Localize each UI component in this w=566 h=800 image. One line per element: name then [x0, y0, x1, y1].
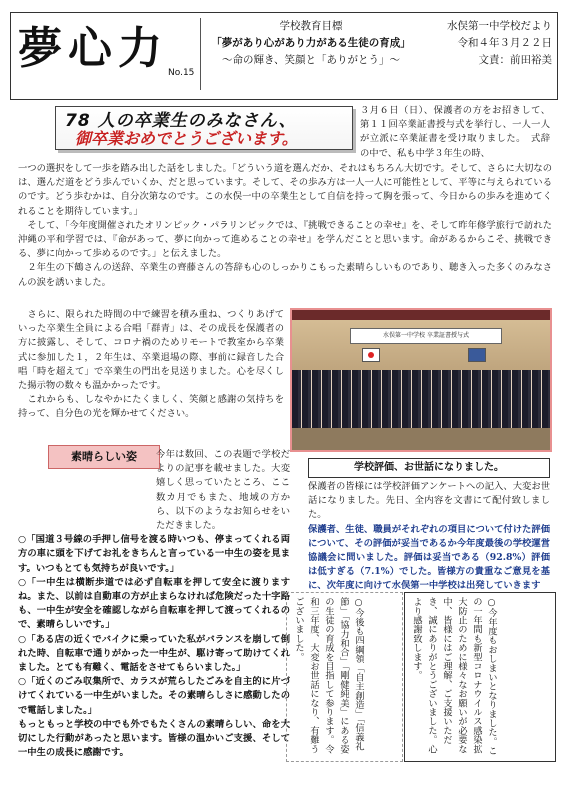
article-intro	[360, 104, 550, 161]
survey-p2: 保護者、生徒、職員がそれぞれの項目について付けた評価について、その評価が妥当であるか今年度最後の学校運営協議会に問いました。評価は妥当である（92.8%）評価は低すぎる（7.1%）でした。皆様方の貴重なご意見を基に、次年度に向けて水俣第一中学校は出発していきます	[308, 523, 550, 592]
issue-date: 令和４年３月２２日	[457, 37, 552, 49]
newsletter-title: 夢心力	[18, 23, 168, 74]
goal-sub: ～命の輝き、笑顔と「ありがとう」～	[221, 54, 401, 66]
vertical-right-text: ○今年度もおしまいとなりました。この一年間も新型コロナウイルス感染拡大防止のために様々なお願いが必要な中、皆様にはご理解、ご支援いただき、誠にありがとうございました。心より感謝致します。	[411, 597, 497, 756]
vertical-left-text: ○今後も四綱領「自主創造」「信義礼節」「協力和合」「剛健純美」にある姿の生徒の育成を目指して参ります。令和三年度、大変お世話になり、有難うございました。	[293, 597, 364, 754]
school-info	[420, 18, 552, 92]
article-p2: そして、「今年度開催されたオリンピック・パラリンピックでは、『挑戦できることの幸せ』を、そして昨年修学旅行で訪れた沖縄の平和学習では、『命があって、夢に向かって進めることの幸せ』を学んだことと思います。命があるからこそ、挑戦できる、夢に向かって歩めるのです。」と伝えました。	[18, 219, 552, 260]
survey-body	[308, 480, 550, 594]
city-flag-icon	[468, 348, 486, 362]
section2-intro: 今年は数回、この表題で学校だよりの記事を載せました。大変嬉しく思っていたところ、ここ数カ月でもまた、地域の方から、以下のようなお知らせをいただきました。	[156, 449, 290, 532]
vertical-right-box	[404, 592, 556, 762]
section2-outro: もっともっと学校の中でも外でもたくさんの素晴らしい、命を大切にした行動があったと思います。皆様の温かいご支援、そして一中生の成長に感謝です。	[18, 718, 290, 759]
section-tag: 素晴らしい姿	[48, 445, 160, 469]
intro-text: ３月６日（日）、保護者の方をお招きして、第１１回卒業証書授与式を挙行し、一人一人が立派に卒業証書を受け取りました。 式辞の中で、私も中学３年生の時、	[360, 105, 550, 159]
report-item: ○「国道３号線の手押し信号を渡る時いつも、停まってくれる両方の車に頭を下げてお礼をきちんと言っている一中生の姿を見ます。いつもとても気持ちが良いです。」	[18, 534, 290, 574]
vertical-left-box	[286, 592, 403, 762]
article-p1: 一つの選択をして一歩を踏み出した話をしました。「どういう道を選んだか、それはもちろん大切です。そして、さらに大切なのは、選んだ道をどう歩んでいくか、だと思っています。そして、その歩み方は一人一人に可能性として、平等に与えられているのです。どう歩むかは、自分次第なのです。この水俣一中の卒業生として自信を持って胸を張って、今日からの歩みを進めてくれることを期待しています。」	[18, 163, 552, 217]
report-item: ○「近くのごみ収集所で、カラスが荒らしたごみを自主的に片づけてくれている一中生がいました。その素晴らしさに感動したので電話しました。」	[18, 676, 290, 716]
article-p3: ２年生の下鶴さんの送辞、卒業生の齊藤さんの答辞も心のしっかりこもった素晴らしいものであり、聴き入った多くのみなさんの涙を誘いました。	[18, 262, 552, 288]
author: 文責：前田裕美	[478, 54, 552, 66]
issue-number: No.15	[168, 68, 195, 78]
headline-line1: 78 人の卒業生のみなさん、	[65, 111, 297, 131]
report-item: ○「一中生は横断歩道では必ず自転車を押して安全に渡りますね。また、以前は自動車の方が止まらなければ危険だった十字路も、一中生が安全を確認しながら自転車を押して渡ってくれるので、素晴らしいです。」	[18, 576, 290, 631]
school-goal	[206, 18, 416, 92]
section2-body	[18, 448, 290, 760]
article-p4: さらに、限られた時間の中で練習を積み重ね、つくりあげていった卒業生全員による合唱「群青」は、その成長を保護者の方に披露し、そして、コロナ禍のためリモートで教室から卒業式に参加した１，２年生は、卒業退場の際、事前に録音した合唱「時を超えて」で卒業生の門出を見送りました。心を尽くし た揚示物の数々も温かかったです。	[18, 309, 284, 392]
survey-heading: 学校評価、お世話になりました。	[308, 458, 550, 478]
school-name: 水俣第一中学校だより	[447, 20, 552, 32]
goal-label: 学校教育目標	[279, 20, 343, 32]
ceremony-banner: 水俣第一中学校 卒業証書授与式	[350, 328, 502, 344]
article-p5: これからも、しなやかにたくましく、笑顔と感謝の気持ちを持って、自分色の光を輝かせてください。	[18, 394, 284, 420]
masthead-divider	[200, 18, 201, 90]
graduation-photo	[290, 308, 552, 452]
article-body	[18, 162, 552, 290]
japan-flag-icon	[362, 348, 380, 362]
curtain	[292, 310, 550, 320]
goal-main: 「夢があり心があり力がある生徒の育成」	[211, 37, 411, 49]
headline-line2: 御卒業おめでとうございます。	[75, 129, 298, 148]
gym-floor	[292, 428, 550, 450]
report-item: ○「ある店の近くでバイクに乗っていた私がバランスを崩して倒れた時、自転車で通りがかった一中生が、駆け寄って助けてくれました。とても有難く、電話をさせてもらいました。」	[18, 633, 290, 674]
article-left-column	[18, 308, 284, 422]
survey-p1: 保護者の皆様には学校評価アンケートへの記入、大変お世話になりました。先日、全内容を文書にて配付致しました。	[308, 481, 550, 521]
